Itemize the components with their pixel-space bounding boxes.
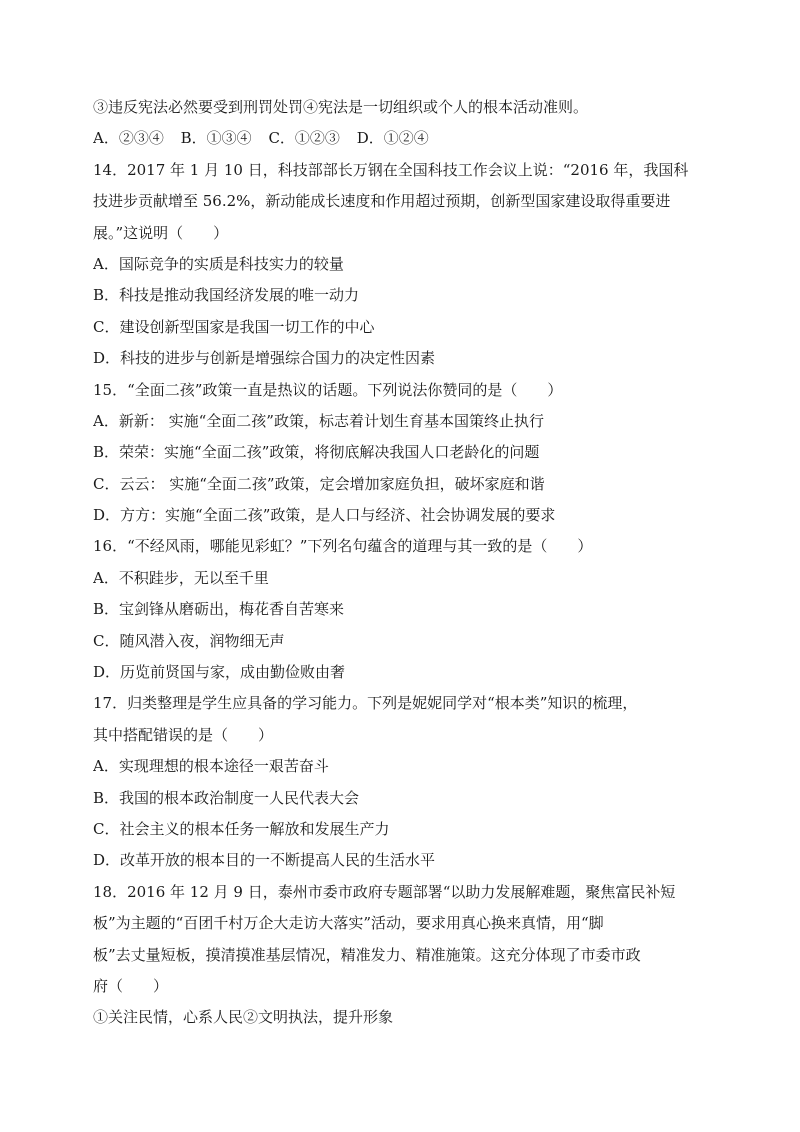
answer-option: A．实现理想的根本途径一艰苦奋斗 [93,757,329,776]
answer-option: D．历览前贤国与家，成由勤俭败由奢 [93,663,346,682]
question-14 [93,155,723,375]
question-stem-line: 17．归类整理是学生应具备的学习能力。下列是妮妮同学对“根本类”知识的梳理， [93,694,638,713]
answer-option: B．荣荣：实施“全面二孩”政策，将彻底解决我国人口老龄化的问题 [93,443,540,462]
question-16 [93,531,723,688]
question-13-options [93,123,723,154]
answer-option: B．科技是推动我国经济发展的唯一动力 [93,286,360,305]
question-stem-line: 府（ ） [93,976,169,995]
answer-option: D．方方：实施“全面二孩”政策，是人口与经济、社会协调发展的要求 [93,506,556,525]
option: C．①②③ [268,129,340,148]
question-stem-line: 技进步贡献增至 56.2%，新动能成长速度和作用超过预期，创新型国家建设取得重要进 [93,192,671,211]
question-stem-line: 16．“不经风雨，哪能见彩虹？”下列名句蕴含的道理与其一致的是（ ） [93,537,593,556]
question-stem-line: 展。”这说明（ ） [93,223,229,242]
question-list [93,155,723,1034]
answer-option: B．宝剑锋从磨砺出，梅花香自苦寒来 [93,600,345,619]
answer-option: ①关注民情，心系人民②文明执法，提升形象 [93,1008,394,1027]
answer-option: A．不积跬步，无以至千里 [93,568,269,587]
answer-option: A．国际竞争的实质是科技实力的较量 [93,254,344,273]
question-stem-line: 板”为主题的“百团千村万企大走访大落实”活动，要求用真心换来真情，用“脚 [93,914,604,933]
question-13-statements-tail: ③违反宪法必然要受到刑罚处罚④宪法是一切组织或个人的根本活动准则。 [93,98,589,116]
answer-option: C．社会主义的根本任务一解放和发展生产力 [93,819,390,838]
question-stem-line: 14．2017 年 1 月 10 日，科技部部长万钢在全国科技工作会议上说：“2016 年，我国科 [93,160,689,179]
option: A．②③④ [93,129,164,148]
answer-option: C．建设创新型国家是我国一切工作的中心 [93,317,375,336]
answer-option: C．云云： 实施“全面二孩”政策，定会增加家庭负担，破坏家庭和谐 [93,474,545,493]
question-stem-line: 15．“全面二孩”政策一直是热议的话题。下列说法你赞同的是（ ） [93,380,563,399]
question-stem-line: 板”去丈量短板，摸清摸准基层情况，精准发力、精准施策。这充分体现了市委市政 [93,945,641,964]
question-18 [93,877,723,1034]
question-17 [93,688,723,876]
answer-option: C．随风潜入夜，润物细无声 [93,631,285,650]
answer-option: A．新新： 实施“全面二孩”政策，标志着计划生育基本国策终止执行 [93,411,544,430]
answer-option: D．科技的进步与创新是增强综合国力的决定性因素 [93,349,436,368]
question-stem-line: 其中搭配错误的是（ ） [93,725,274,744]
question-15 [93,375,723,532]
answer-option: D．改革开放的根本目的一不断提高人民的生活水平 [93,851,436,870]
question-stem-line: 18．2016 年 12 月 9 日，泰州市委市政府专题部署“以助力发展解难题，聚焦富民补短 [93,882,676,901]
answer-option: B．我国的根本政治制度一人民代表大会 [93,788,360,807]
option: B．①③④ [180,129,252,148]
option: D．①②④ [356,129,429,148]
exam-page [93,92,723,1034]
